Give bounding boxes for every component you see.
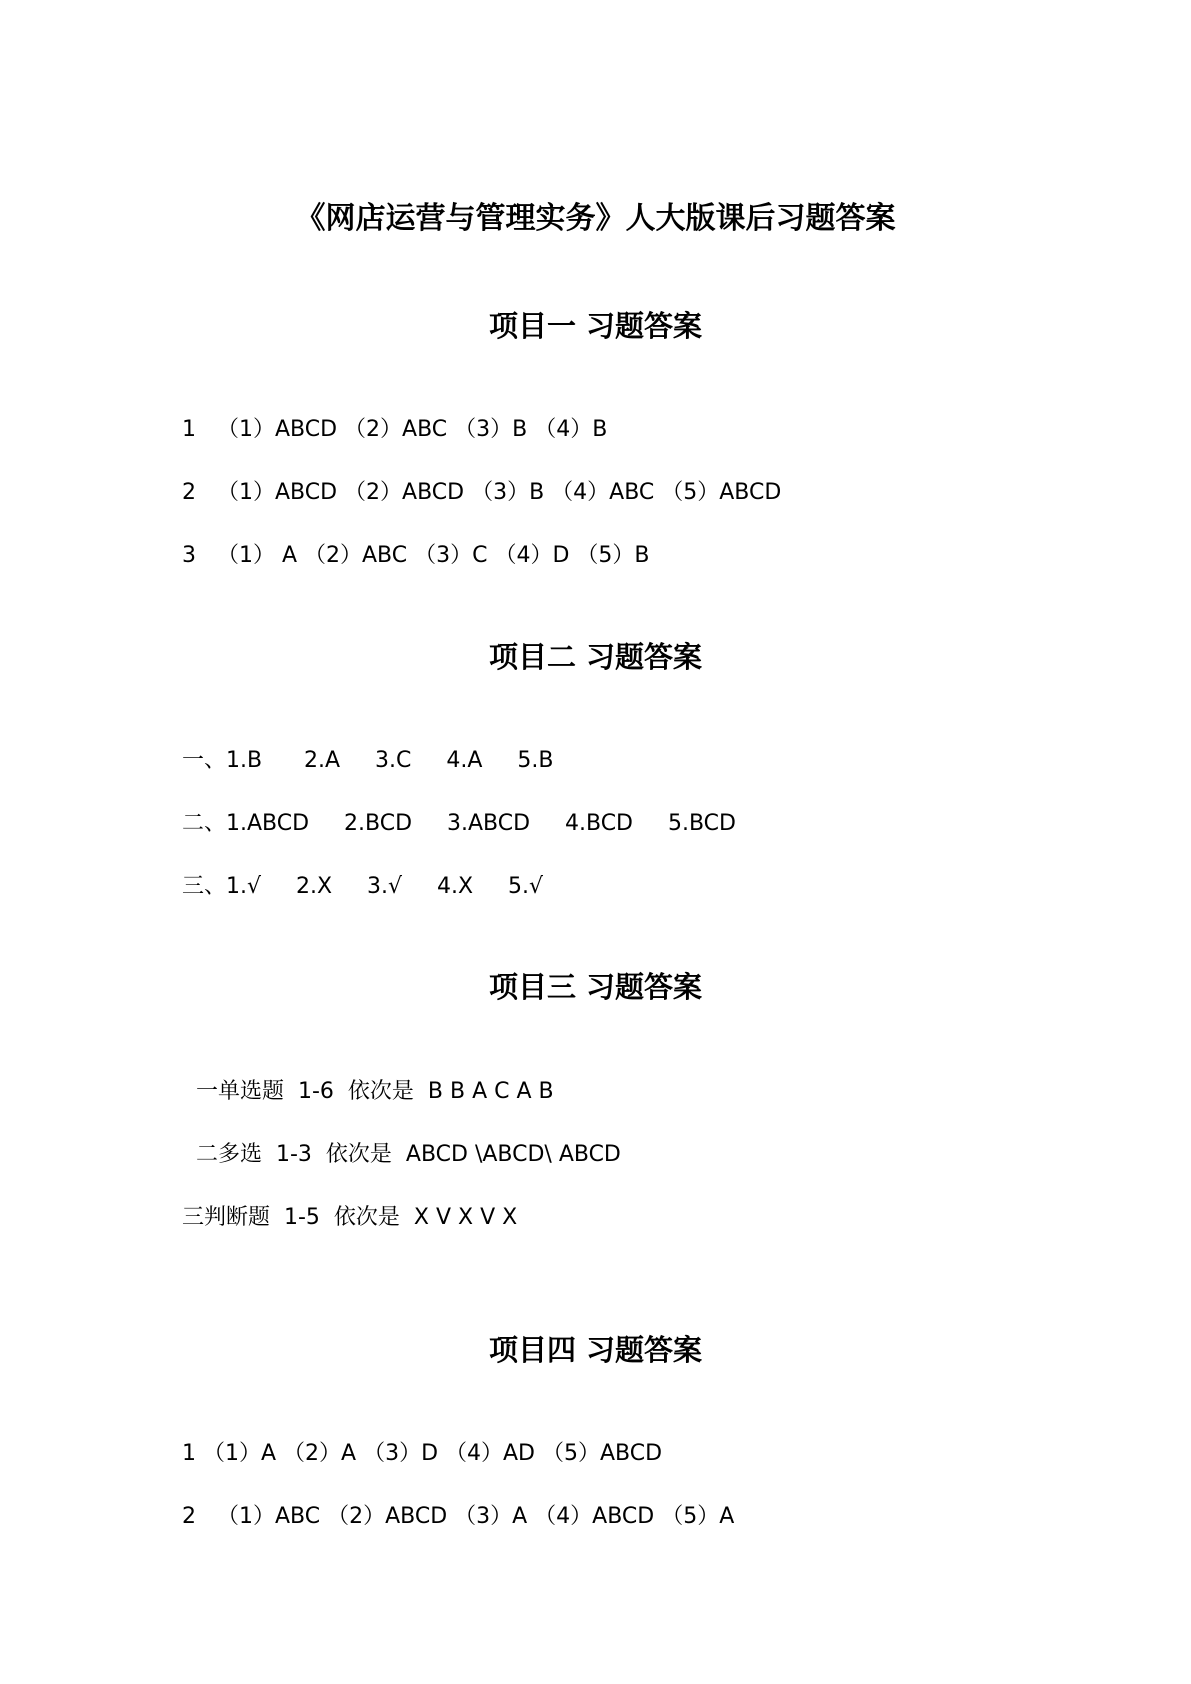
answer-line-2-3: 三、1.√ 2.X 3.√ 4.X 5.√ xyxy=(182,874,544,899)
section-heading-2: 项目二 习题答案 xyxy=(488,640,703,674)
section-heading-3: 项目三 习题答案 xyxy=(488,970,703,1004)
answer-line-2-2: 二、1.ABCD 2.BCD 3.ABCD 4.BCD 5.BCD xyxy=(182,811,736,836)
answer-line-1-2: 2 （1）ABCD （2）ABCD （3）B （4）ABC （5）ABCD xyxy=(182,480,782,505)
answer-line-4-1: 1 （1）A （2）A （3）D （4）AD （5）ABCD xyxy=(182,1441,663,1466)
section-heading-1: 项目一 习题答案 xyxy=(488,309,703,343)
document-title: 《网店运营与管理实务》人大版课后习题答案 xyxy=(295,201,896,236)
answer-line-3-1: 一单选题 1-6 依次是 B B A C A B xyxy=(196,1079,554,1104)
answer-line-3-2: 二多选 1-3 依次是 ABCD \ABCD\ ABCD xyxy=(196,1142,621,1167)
answer-line-3-3: 三判断题 1-5 依次是 X V X V X xyxy=(182,1205,518,1230)
answer-line-1-1: 1 （1）ABCD （2）ABC （3）B （4）B xyxy=(182,417,608,442)
answer-line-4-2: 2 （1）ABC （2）ABCD （3）A （4）ABCD （5）A xyxy=(182,1504,735,1529)
answer-line-2-1: 一、1.B 2.A 3.C 4.A 5.B xyxy=(182,748,554,773)
section-heading-4: 项目四 习题答案 xyxy=(488,1333,703,1367)
answer-line-1-3: 3 （1） A （2）ABC （3）C （4）D （5）B xyxy=(182,543,650,568)
